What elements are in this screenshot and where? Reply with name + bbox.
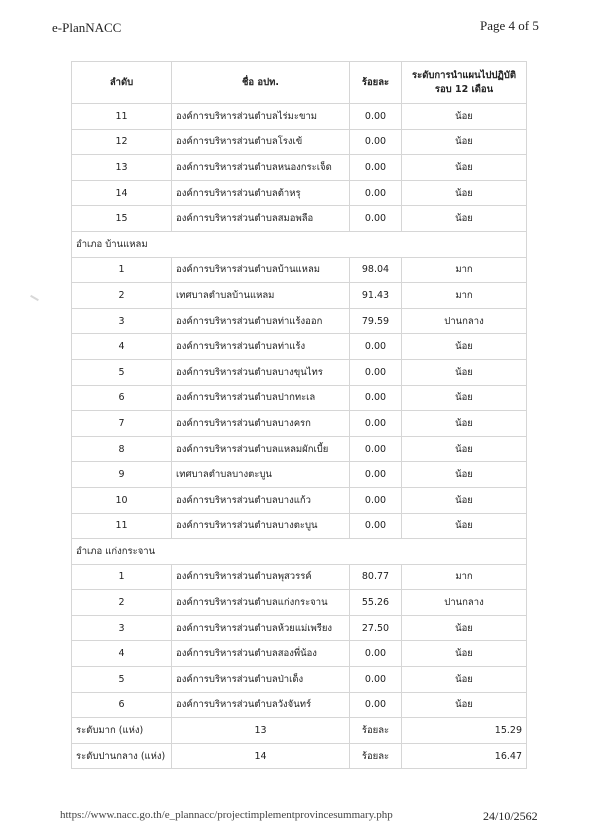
col-header-name: ชื่อ อปท. bbox=[172, 62, 350, 104]
level-value: มาก bbox=[402, 257, 527, 283]
percent-value: 91.43 bbox=[350, 283, 402, 309]
summary-label: ระดับปานกลาง (แห่ง) bbox=[72, 743, 172, 769]
col-header-level: ระดับการนำแผนไปปฏิบัติ รอบ 12 เดือน bbox=[402, 62, 527, 104]
org-name: องค์การบริหารส่วนตำบลท่าแร้งออก bbox=[172, 308, 350, 334]
org-name: องค์การบริหารส่วนตำบลบ้านแหลม bbox=[172, 257, 350, 283]
app-title: e-PlanNACC bbox=[52, 20, 122, 35]
level-value: น้อย bbox=[402, 129, 527, 155]
row-number: 8 bbox=[72, 436, 172, 462]
row-number: 11 bbox=[72, 513, 172, 539]
table-row bbox=[72, 462, 527, 488]
org-name: องค์การบริหารส่วนตำบลสองพี่น้อง bbox=[172, 641, 350, 667]
level-value: มาก bbox=[402, 564, 527, 590]
percent-value: 0.00 bbox=[350, 487, 402, 513]
level-value: น้อย bbox=[402, 411, 527, 437]
row-number: 13 bbox=[72, 155, 172, 181]
level-value: น้อย bbox=[402, 462, 527, 488]
summary-percent: 16.47 bbox=[402, 743, 527, 769]
row-number: 11 bbox=[72, 104, 172, 130]
table-row bbox=[72, 436, 527, 462]
table-row bbox=[72, 667, 527, 693]
percent-value: 27.50 bbox=[350, 615, 402, 641]
org-name: องค์การบริหารส่วนตำบลวังจันทร์ bbox=[172, 692, 350, 718]
percent-value: 0.00 bbox=[350, 180, 402, 206]
level-value: น้อย bbox=[402, 359, 527, 385]
level-value: น้อย bbox=[402, 436, 527, 462]
percent-value: 0.00 bbox=[350, 692, 402, 718]
table-row bbox=[72, 513, 527, 539]
org-name: องค์การบริหารส่วนตำบลแก่งกระจาน bbox=[172, 590, 350, 616]
row-number: 6 bbox=[72, 385, 172, 411]
table-row bbox=[72, 487, 527, 513]
summary-count: 13 bbox=[172, 718, 350, 744]
footer-date: 24/10/2562 bbox=[483, 809, 538, 823]
row-number: 6 bbox=[72, 692, 172, 718]
table-row bbox=[72, 257, 527, 283]
percent-value: 0.00 bbox=[350, 667, 402, 693]
summary-row bbox=[72, 718, 527, 744]
row-number: 5 bbox=[72, 667, 172, 693]
org-name: องค์การบริหารส่วนตำบลต้าหรุ bbox=[172, 180, 350, 206]
org-name: องค์การบริหารส่วนตำบลหนองกระเจ็ด bbox=[172, 155, 350, 181]
org-name: องค์การบริหารส่วนตำบลบางตะบูน bbox=[172, 513, 350, 539]
percent-value: 0.00 bbox=[350, 462, 402, 488]
table-row bbox=[72, 590, 527, 616]
row-number: 1 bbox=[72, 564, 172, 590]
scan-mark bbox=[30, 295, 39, 301]
percent-value: 0.00 bbox=[350, 334, 402, 360]
row-number: 9 bbox=[72, 462, 172, 488]
summary-row bbox=[72, 743, 527, 769]
level-value: น้อย bbox=[402, 180, 527, 206]
org-name: องค์การบริหารส่วนตำบลแหลมผักเบี้ย bbox=[172, 436, 350, 462]
table-row bbox=[72, 385, 527, 411]
table-row bbox=[72, 283, 527, 309]
table-row bbox=[72, 411, 527, 437]
district-row bbox=[72, 231, 527, 257]
percent-value: 0.00 bbox=[350, 129, 402, 155]
table-row bbox=[72, 104, 527, 130]
percent-value: 0.00 bbox=[350, 206, 402, 232]
summary-label: ระดับมาก (แห่ง) bbox=[72, 718, 172, 744]
table-row bbox=[72, 180, 527, 206]
org-name: องค์การบริหารส่วนตำบลท่าแร้ง bbox=[172, 334, 350, 360]
row-number: 4 bbox=[72, 334, 172, 360]
row-number: 14 bbox=[72, 180, 172, 206]
org-name: องค์การบริหารส่วนตำบลบางขุนไทร bbox=[172, 359, 350, 385]
org-name: องค์การบริหารส่วนตำบลสมอพลือ bbox=[172, 206, 350, 232]
table-row bbox=[72, 692, 527, 718]
row-number: 5 bbox=[72, 359, 172, 385]
percent-value: 79.59 bbox=[350, 308, 402, 334]
table-row bbox=[72, 359, 527, 385]
org-name: องค์การบริหารส่วนตำบลบางครก bbox=[172, 411, 350, 437]
level-value: น้อย bbox=[402, 615, 527, 641]
level-value: ปานกลาง bbox=[402, 308, 527, 334]
level-value: น้อย bbox=[402, 104, 527, 130]
level-value: น้อย bbox=[402, 334, 527, 360]
level-value: น้อย bbox=[402, 641, 527, 667]
percent-value: 0.00 bbox=[350, 359, 402, 385]
org-name: องค์การบริหารส่วนตำบลปากทะเล bbox=[172, 385, 350, 411]
district-row bbox=[72, 539, 527, 565]
level-value: น้อย bbox=[402, 667, 527, 693]
percent-value: 55.26 bbox=[350, 590, 402, 616]
percent-value: 0.00 bbox=[350, 513, 402, 539]
level-value: น้อย bbox=[402, 487, 527, 513]
row-number: 4 bbox=[72, 641, 172, 667]
percent-value: 0.00 bbox=[350, 411, 402, 437]
org-name: องค์การบริหารส่วนตำบลบางแก้ว bbox=[172, 487, 350, 513]
level-value: น้อย bbox=[402, 385, 527, 411]
table-row bbox=[72, 308, 527, 334]
col-header-no: ลำดับ bbox=[72, 62, 172, 104]
row-number: 7 bbox=[72, 411, 172, 437]
org-name: องค์การบริหารส่วนตำบลป่าเด็ง bbox=[172, 667, 350, 693]
level-value: ปานกลาง bbox=[402, 590, 527, 616]
district-label: อำเภอ แก่งกระจาน bbox=[72, 539, 527, 565]
table-row bbox=[72, 129, 527, 155]
level-value: น้อย bbox=[402, 155, 527, 181]
table-row bbox=[72, 564, 527, 590]
percent-value: 80.77 bbox=[350, 564, 402, 590]
org-name: องค์การบริหารส่วนตำบลพุสวรรค์ bbox=[172, 564, 350, 590]
summary-percent-label: ร้อยละ bbox=[350, 743, 402, 769]
percent-value: 0.00 bbox=[350, 155, 402, 181]
row-number: 3 bbox=[72, 615, 172, 641]
col-header-percent: ร้อยละ bbox=[350, 62, 402, 104]
row-number: 2 bbox=[72, 590, 172, 616]
table-row bbox=[72, 334, 527, 360]
summary-count: 14 bbox=[172, 743, 350, 769]
org-name: เทศบาลตำบลบางตะบูน bbox=[172, 462, 350, 488]
row-number: 15 bbox=[72, 206, 172, 232]
table-row bbox=[72, 615, 527, 641]
percent-value: 0.00 bbox=[350, 104, 402, 130]
percent-value: 0.00 bbox=[350, 436, 402, 462]
row-number: 10 bbox=[72, 487, 172, 513]
row-number: 1 bbox=[72, 257, 172, 283]
table-row bbox=[72, 641, 527, 667]
row-number: 3 bbox=[72, 308, 172, 334]
footer-url: https://www.nacc.go.th/e_plannacc/projectimplementprovincesummary.php bbox=[60, 809, 393, 821]
row-number: 12 bbox=[72, 129, 172, 155]
summary-percent-label: ร้อยละ bbox=[350, 718, 402, 744]
page-number: Page 4 of 5 bbox=[480, 18, 539, 33]
level-value: มาก bbox=[402, 283, 527, 309]
percent-value: 0.00 bbox=[350, 385, 402, 411]
table-row bbox=[72, 206, 527, 232]
org-name: เทศบาลตำบลบ้านแหลม bbox=[172, 283, 350, 309]
org-name: องค์การบริหารส่วนตำบลโรงเข้ bbox=[172, 129, 350, 155]
org-name: องค์การบริหารส่วนตำบลไร่มะขาม bbox=[172, 104, 350, 130]
level-value: น้อย bbox=[402, 513, 527, 539]
summary-table bbox=[71, 61, 527, 769]
org-name: องค์การบริหารส่วนตำบลห้วยแม่เพรียง bbox=[172, 615, 350, 641]
percent-value: 0.00 bbox=[350, 641, 402, 667]
table-row bbox=[72, 155, 527, 181]
percent-value: 98.04 bbox=[350, 257, 402, 283]
level-value: น้อย bbox=[402, 206, 527, 232]
row-number: 2 bbox=[72, 283, 172, 309]
table-header-row bbox=[72, 62, 527, 104]
summary-percent: 15.29 bbox=[402, 718, 527, 744]
level-value: น้อย bbox=[402, 692, 527, 718]
table-body bbox=[72, 104, 527, 769]
district-label: อำเภอ บ้านแหลม bbox=[72, 231, 527, 257]
